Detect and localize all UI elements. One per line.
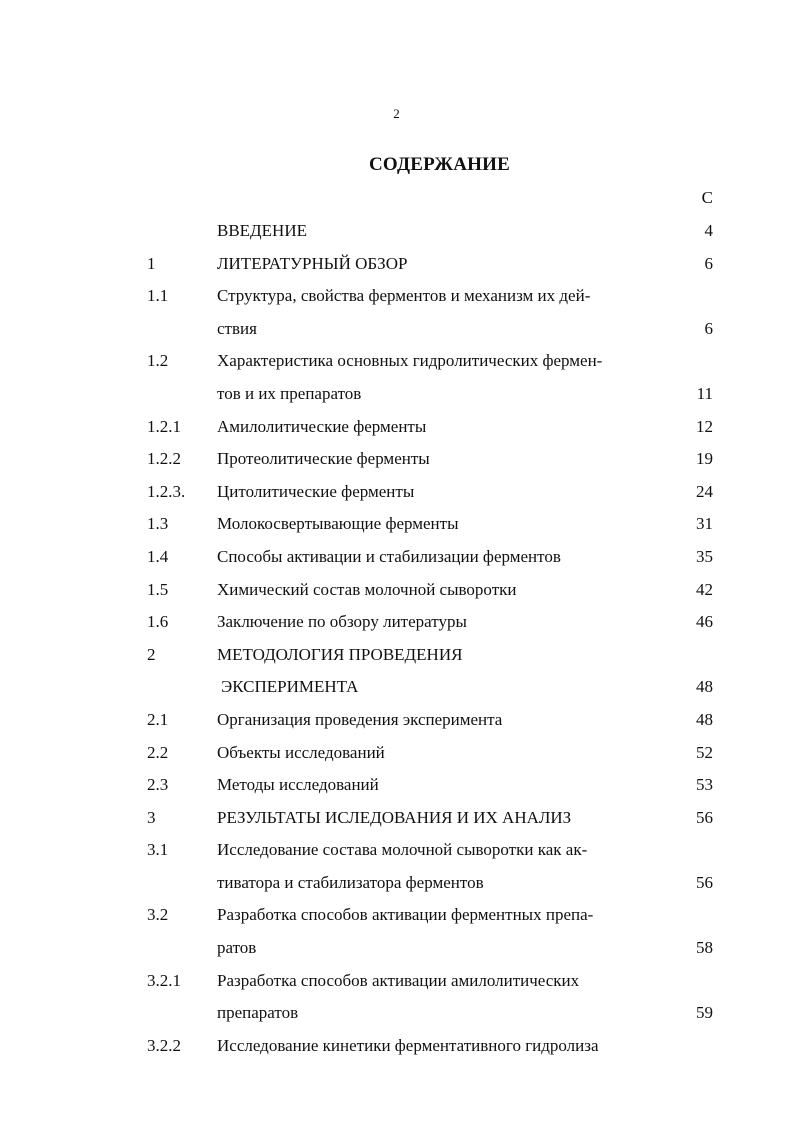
toc-entry-page: 31 bbox=[696, 514, 713, 534]
toc-entry bbox=[0, 769, 793, 802]
toc-entry-number: 1.2 bbox=[147, 351, 169, 371]
toc-entry-title: Разработка способов активации амилолитических bbox=[217, 970, 580, 990]
toc-entry-title: Исследование состава молочной сыворотки как ак- bbox=[217, 840, 588, 860]
toc-entry-page: 52 bbox=[696, 742, 713, 762]
toc-entry-number: 1.4 bbox=[147, 546, 169, 566]
toc-entry-title: ратов bbox=[217, 938, 257, 958]
toc-entry-title: Амилолитические ферменты bbox=[217, 416, 427, 436]
toc-entry-title: Исследование кинетики ферментативного гидролиза bbox=[217, 1035, 599, 1055]
toc-entry bbox=[0, 215, 793, 248]
toc-entry bbox=[0, 345, 793, 378]
toc-entry-title: тов и их препаратов bbox=[217, 383, 362, 403]
toc-entry bbox=[0, 313, 793, 346]
toc-entry-title: Способы активации и стабилизации ферментов bbox=[217, 546, 561, 566]
toc-entry bbox=[0, 248, 793, 281]
toc-entry bbox=[0, 378, 793, 411]
toc-entry-page: 6 bbox=[704, 253, 713, 273]
toc-entry-page: 19 bbox=[696, 449, 713, 469]
toc-entry-number: 1.3 bbox=[147, 514, 169, 534]
toc-entry bbox=[0, 899, 793, 932]
toc-entry-page: 46 bbox=[696, 612, 713, 632]
toc-entry-page: 58 bbox=[696, 938, 713, 958]
toc-entry-page: 4 bbox=[704, 221, 713, 240]
toc-entry bbox=[0, 639, 793, 672]
toc-entry-number: 2.1 bbox=[147, 709, 169, 729]
toc-entry bbox=[0, 867, 793, 900]
toc-entry-title: Объекты исследований bbox=[217, 742, 385, 762]
toc-entry bbox=[0, 508, 793, 541]
toc-entry bbox=[0, 834, 793, 867]
toc-entry bbox=[0, 1030, 793, 1063]
toc-entry-page: 24 bbox=[696, 481, 713, 501]
toc-entry-page: 6 bbox=[704, 318, 713, 338]
toc-entry-title: Характеристика основных гидролитических фермен- bbox=[217, 351, 603, 371]
toc-entry-page: 35 bbox=[696, 546, 713, 566]
toc-entry-number: 1.2.1 bbox=[147, 416, 181, 436]
toc-entry-title: Протеолитические ферменты bbox=[217, 449, 430, 469]
toc-entry-page: 48 bbox=[696, 709, 713, 729]
page-column-header: С bbox=[701, 188, 713, 207]
toc-entry-title: Структура, свойства ферментов и механизм их дей- bbox=[217, 286, 591, 306]
toc-entry-number: 2.2 bbox=[147, 742, 169, 762]
toc-entry-page: 59 bbox=[696, 1003, 713, 1023]
toc-entry-number: 3.2.2 bbox=[147, 1035, 181, 1055]
toc-entry-title: Разработка способов активации ферментных препа- bbox=[217, 905, 594, 925]
toc-entry-page: 12 bbox=[696, 416, 713, 436]
toc-entry-title: МЕТОДОЛОГИЯ ПРОВЕДЕНИЯ bbox=[217, 644, 463, 664]
toc-entry bbox=[0, 541, 793, 574]
toc-entry-title: ВВЕДЕНИЕ bbox=[217, 221, 307, 240]
toc-entry-page: 42 bbox=[696, 579, 713, 599]
toc-entry-number: 2.3 bbox=[147, 775, 169, 795]
toc-entry bbox=[0, 965, 793, 998]
toc-entry bbox=[0, 802, 793, 835]
toc-entry-title: тиватора и стабилизатора ферментов bbox=[217, 872, 484, 892]
toc-entry-title: ЛИТЕРАТУРНЫЙ ОБЗОР bbox=[217, 253, 408, 273]
toc-entry-page: 53 bbox=[696, 775, 713, 795]
toc-entry-number: 1.5 bbox=[147, 579, 169, 599]
toc-entry-page: 11 bbox=[696, 383, 713, 403]
toc-entry-page: 56 bbox=[696, 807, 713, 827]
toc-entry bbox=[0, 280, 793, 313]
toc-entry bbox=[0, 737, 793, 770]
toc-entry-number: 3.2.1 bbox=[147, 970, 181, 990]
toc-entry-title: Заключение по обзору литературы bbox=[217, 612, 467, 632]
toc-title: СОДЕРЖАНИЕ bbox=[369, 154, 510, 175]
toc-entry bbox=[0, 574, 793, 607]
toc-entry bbox=[0, 671, 793, 704]
toc-entry bbox=[0, 997, 793, 1030]
page-number: 2 bbox=[393, 106, 400, 121]
toc-entry-page: 56 bbox=[696, 872, 713, 892]
toc-entry bbox=[0, 476, 793, 509]
toc-entry-title: ствия bbox=[217, 318, 257, 338]
toc-entry-title: РЕЗУЛЬТАТЫ ИСЛЕДОВАНИЯ И ИХ АНАЛИЗ bbox=[217, 807, 572, 827]
toc-entry-title: Цитолитические ферменты bbox=[217, 481, 415, 501]
toc-entry bbox=[0, 932, 793, 965]
toc-entry-number: 3 bbox=[147, 807, 156, 827]
toc-entry-number: 1.2.3. bbox=[147, 481, 186, 501]
toc-entry-number: 3.1 bbox=[147, 840, 169, 860]
toc-entry-number: 1.1 bbox=[147, 286, 169, 306]
toc-entry bbox=[0, 606, 793, 639]
toc-entry-title: Химический состав молочной сыворотки bbox=[217, 579, 517, 599]
toc-entry bbox=[0, 443, 793, 476]
toc-entry bbox=[0, 704, 793, 737]
toc-entry-title: Организация проведения эксперимента bbox=[217, 709, 503, 729]
toc-entry-number: 2 bbox=[147, 644, 156, 664]
toc-entry-title: Методы исследований bbox=[217, 775, 379, 795]
toc-entry bbox=[0, 411, 793, 444]
toc-entry-number: 1.2.2 bbox=[147, 449, 181, 469]
toc-entry-title: препаратов bbox=[217, 1003, 299, 1023]
toc-entry-number: 1.6 bbox=[147, 612, 169, 632]
table-of-contents bbox=[0, 215, 793, 1062]
toc-entry-number: 3.2 bbox=[147, 905, 169, 925]
toc-entry-title: Молокосвертывающие ферменты bbox=[217, 514, 459, 534]
toc-entry-title: ЭКСПЕРИМЕНТА bbox=[221, 677, 359, 697]
toc-entry-page: 48 bbox=[696, 677, 713, 697]
toc-entry-number: 1 bbox=[147, 253, 156, 273]
